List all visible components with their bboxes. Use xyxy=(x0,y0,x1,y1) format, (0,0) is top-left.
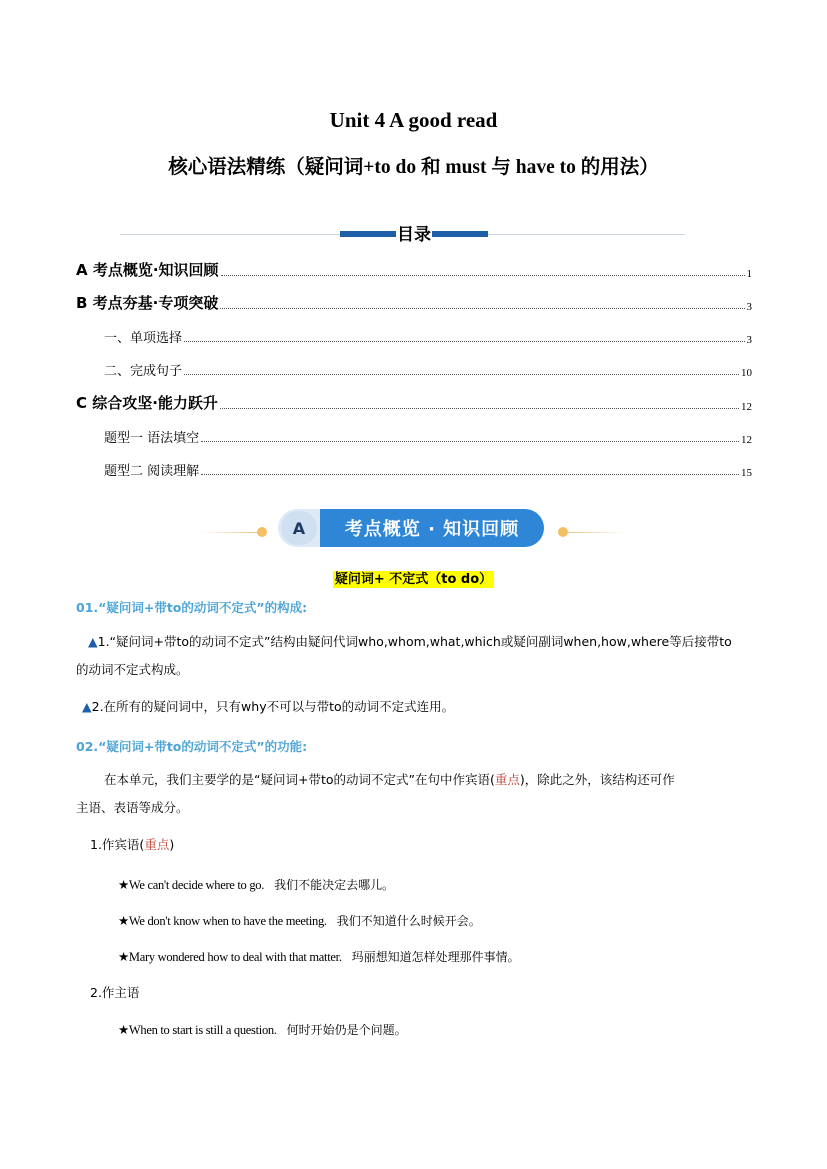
toc-item-label: 一、单项选择 xyxy=(104,331,183,346)
toc-item-page: 3 xyxy=(746,334,752,346)
paragraph xyxy=(88,629,758,654)
banner-line-right xyxy=(568,532,626,533)
banner-line-left xyxy=(200,532,258,533)
toc-item[interactable] xyxy=(104,426,752,446)
key-point: 重点 xyxy=(144,837,170,852)
toc-bar-right xyxy=(432,231,488,237)
banner-title: 考点概览 · 知识回顾 xyxy=(320,509,544,547)
banner-dot-right xyxy=(558,527,568,537)
triangle-icon: ▲ xyxy=(88,634,98,649)
example-sentence: ★We don't know when to have the meeting. 我们不知道什么时候开会。 xyxy=(118,914,481,928)
key-point: 重点 xyxy=(494,772,520,787)
toc-item[interactable] xyxy=(76,260,752,280)
doc-title: Unit 4 A good read xyxy=(329,108,498,132)
toc-item-label: 题型一 语法填空 xyxy=(104,431,200,446)
example-sentence: ★We can't decide where to go. 我们不能决定去哪儿。 xyxy=(118,878,395,892)
toc-item[interactable] xyxy=(104,459,752,479)
example-sentence: ★Mary wondered how to deal with that matter. 玛丽想知道怎样处理那件事情。 xyxy=(118,950,520,964)
topic-highlight-text: 疑问词+ 不定式（to do） xyxy=(334,572,493,587)
paragraph-text: 2.在所有的疑问词中，只有why不可以与带to的动词不定式连用。 xyxy=(91,699,455,714)
toc-item-label: A 考点概览·知识回顾 xyxy=(76,261,219,279)
banner-badge: A xyxy=(281,511,317,545)
toc-item-page: 3 xyxy=(746,301,752,313)
toc-item-label: 题型二 阅读理解 xyxy=(104,464,200,479)
toc-bar-left xyxy=(340,231,396,237)
subheading-object: 1.作宾语(重点) xyxy=(90,837,175,852)
paragraph-cont: 的动词不定式构成。 xyxy=(76,662,189,677)
toc-heading: 目录 xyxy=(396,220,432,245)
example-sentence: ★When to start is still a question. 何时开始仍是个问题。 xyxy=(118,1023,407,1037)
toc-item[interactable] xyxy=(104,326,752,346)
section-banner xyxy=(200,506,630,552)
section-heading: 01.“疑问词+带to的动词不定式”的构成: xyxy=(76,600,308,615)
paragraph-cont: 主语、表语等成分。 xyxy=(76,800,189,815)
paragraph-text: 1.“疑问词+带to的动词不定式”结构由疑问代词who,whom,what,which或疑问副词when,how,where等后接带to xyxy=(97,634,732,649)
toc-header xyxy=(120,218,685,248)
toc-item-label: 二、完成句子 xyxy=(104,364,183,379)
topic-highlight xyxy=(0,568,827,587)
toc-item-page: 12 xyxy=(741,401,752,413)
toc-item[interactable] xyxy=(76,293,752,313)
triangle-icon: ▲ xyxy=(82,699,92,714)
toc-item-page: 1 xyxy=(746,268,752,280)
toc-item-label: C 综合攻坚·能力跃升 xyxy=(76,394,218,412)
doc-subtitle: 核心语法精练（疑问词+to do 和 must 与 have to 的用法） xyxy=(168,157,659,178)
paragraph xyxy=(82,694,762,719)
toc-item-page: 10 xyxy=(741,367,752,379)
banner-dot-left xyxy=(257,527,267,537)
section-heading: 02.“疑问词+带to的动词不定式”的功能: xyxy=(76,739,308,754)
paragraph: 在本单元，我们主要学的是“疑问词+带to的动词不定式”在句中作宾语(重点)，除此之外，该结构还可作 xyxy=(104,772,675,787)
toc-item-page: 15 xyxy=(741,467,752,479)
toc-item[interactable] xyxy=(76,393,752,413)
subheading-subject: 2.作主语 xyxy=(90,985,140,1000)
toc-item[interactable] xyxy=(104,359,752,379)
toc-item-label: B 考点夯基·专项突破 xyxy=(76,294,219,312)
toc-item-page: 12 xyxy=(741,434,752,446)
